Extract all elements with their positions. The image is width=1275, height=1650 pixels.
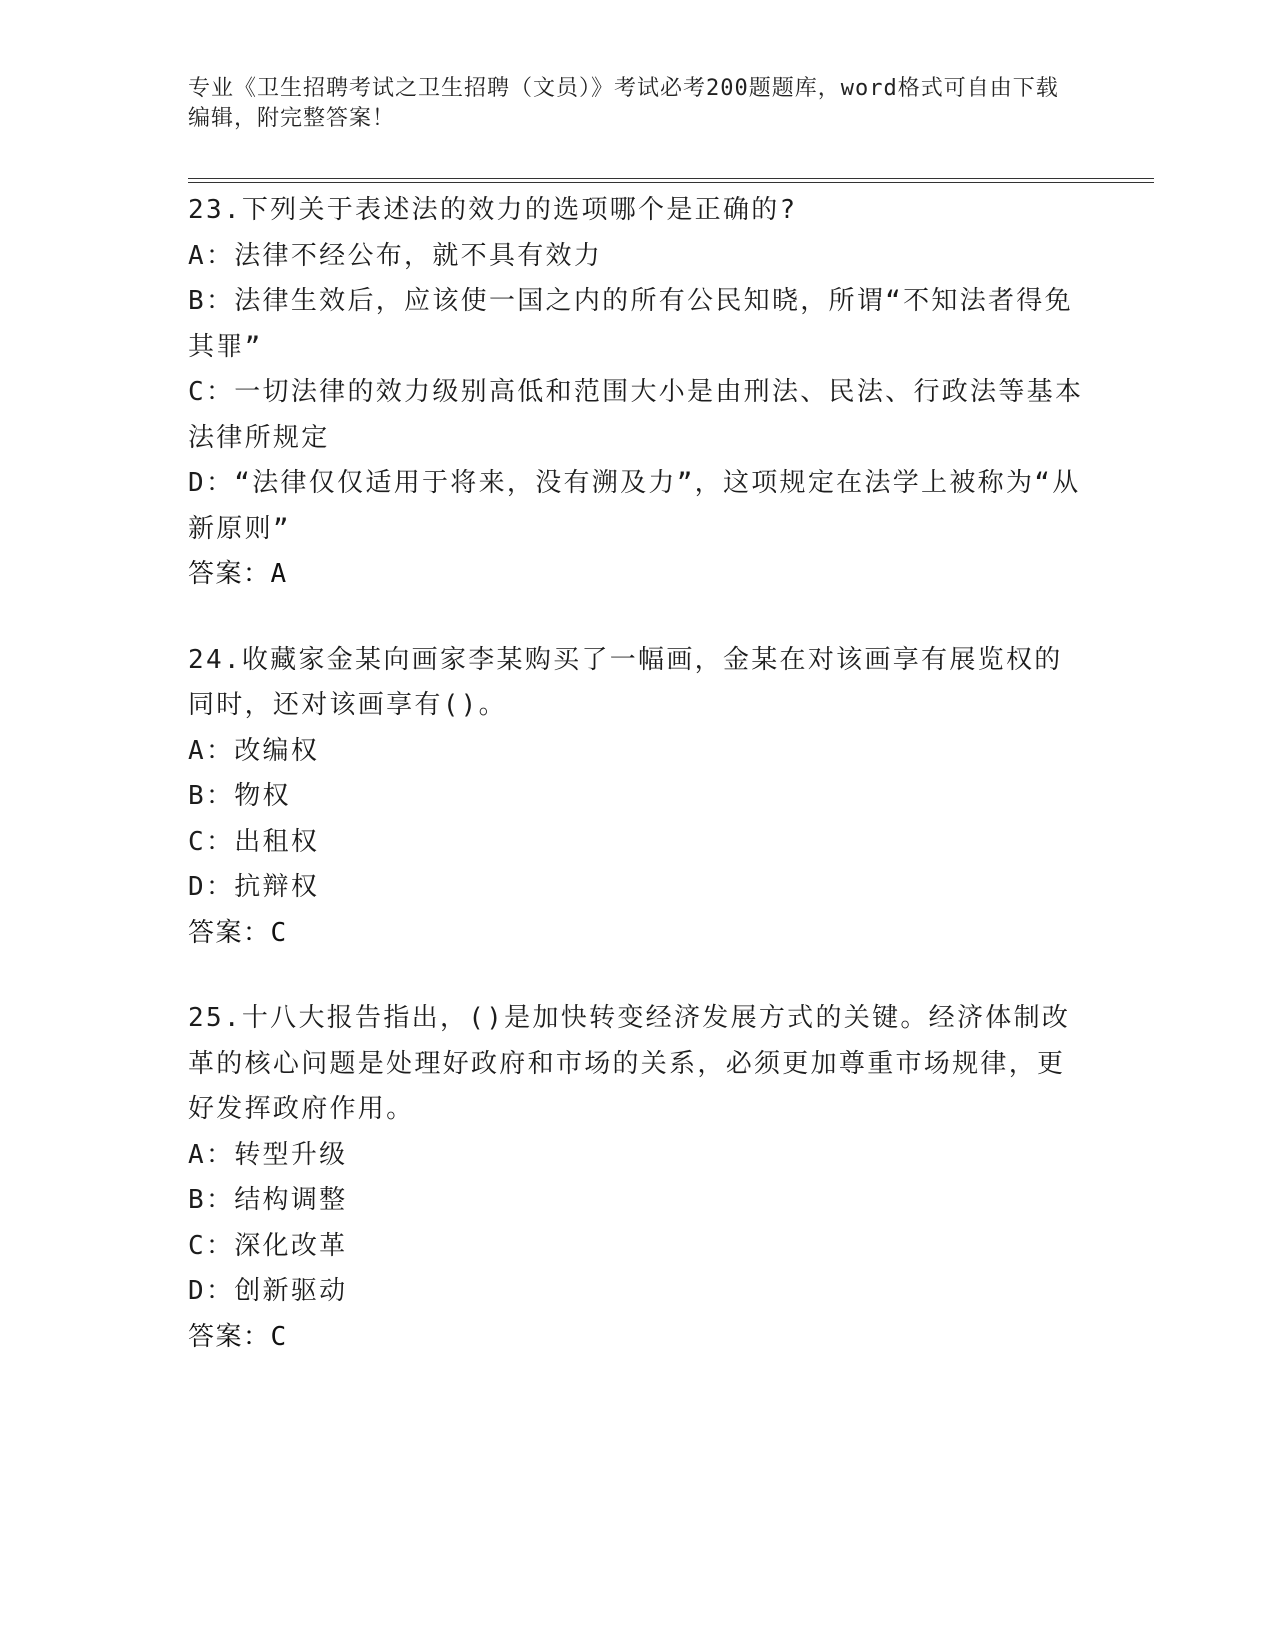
question-23 (188, 188, 1088, 598)
answer-value: C (270, 1321, 288, 1352)
option-a: A：改编权 (188, 735, 320, 766)
option-d: D：“法律仅仅适用于将来，没有溯及力”，这项规定在法学上被称为“从新原则” (188, 468, 1081, 544)
answer-line (188, 552, 1088, 598)
answer-label: 答案： (188, 1321, 271, 1352)
option-d: D：创新驱动 (188, 1276, 348, 1306)
answer-line (188, 1315, 1088, 1361)
option-b: B：物权 (188, 781, 291, 811)
answer-label: 答案： (188, 559, 271, 589)
option-c: C：一切法律的效力级别高低和范围大小是由刑法、民法、行政法等基本法律所规定 (188, 377, 1084, 453)
answer-value: A (270, 559, 288, 589)
option-c: C：深化改革 (188, 1230, 348, 1261)
option-b: B：结构调整 (188, 1185, 348, 1215)
header-divider-top (188, 178, 1154, 179)
document-header: 专业《卫生招聘考试之卫生招聘（文员）》考试必考200题题库，word格式可自由下载编辑，附完整答案！ (188, 76, 1059, 131)
answer-line (188, 911, 1088, 957)
question-list (188, 188, 1088, 1400)
option-d: D：抗辩权 (188, 872, 320, 902)
option-a: A：法律不经公布，就不具有效力 (188, 240, 603, 271)
option-b: B：法律生效后，应该使一国之内的所有公民知晓，所谓“不知法者得免其罪” (188, 286, 1073, 362)
answer-value: C (270, 917, 288, 948)
question-text: 23.下列关于表述法的效力的选项哪个是正确的? (188, 195, 798, 225)
question-text: 25.十八大报告指出，()是加快转变经济发展方式的关键。经济体制改革的核心问题是处理好政府和市场的关系，必须更加尊重市场规律，更好发挥政府作用。 (188, 1003, 1071, 1124)
question-24 (188, 638, 1088, 957)
question-text: 24.收藏家金某向画家李某购买了一幅画，金某在对该画享有展览权的同时，还对该画享有()。 (188, 644, 1063, 720)
answer-label: 答案： (188, 917, 271, 948)
question-25 (188, 996, 1088, 1360)
header-divider-bottom (188, 182, 1154, 183)
option-a: A：转型升级 (188, 1139, 348, 1170)
option-c: C：出租权 (188, 826, 320, 857)
